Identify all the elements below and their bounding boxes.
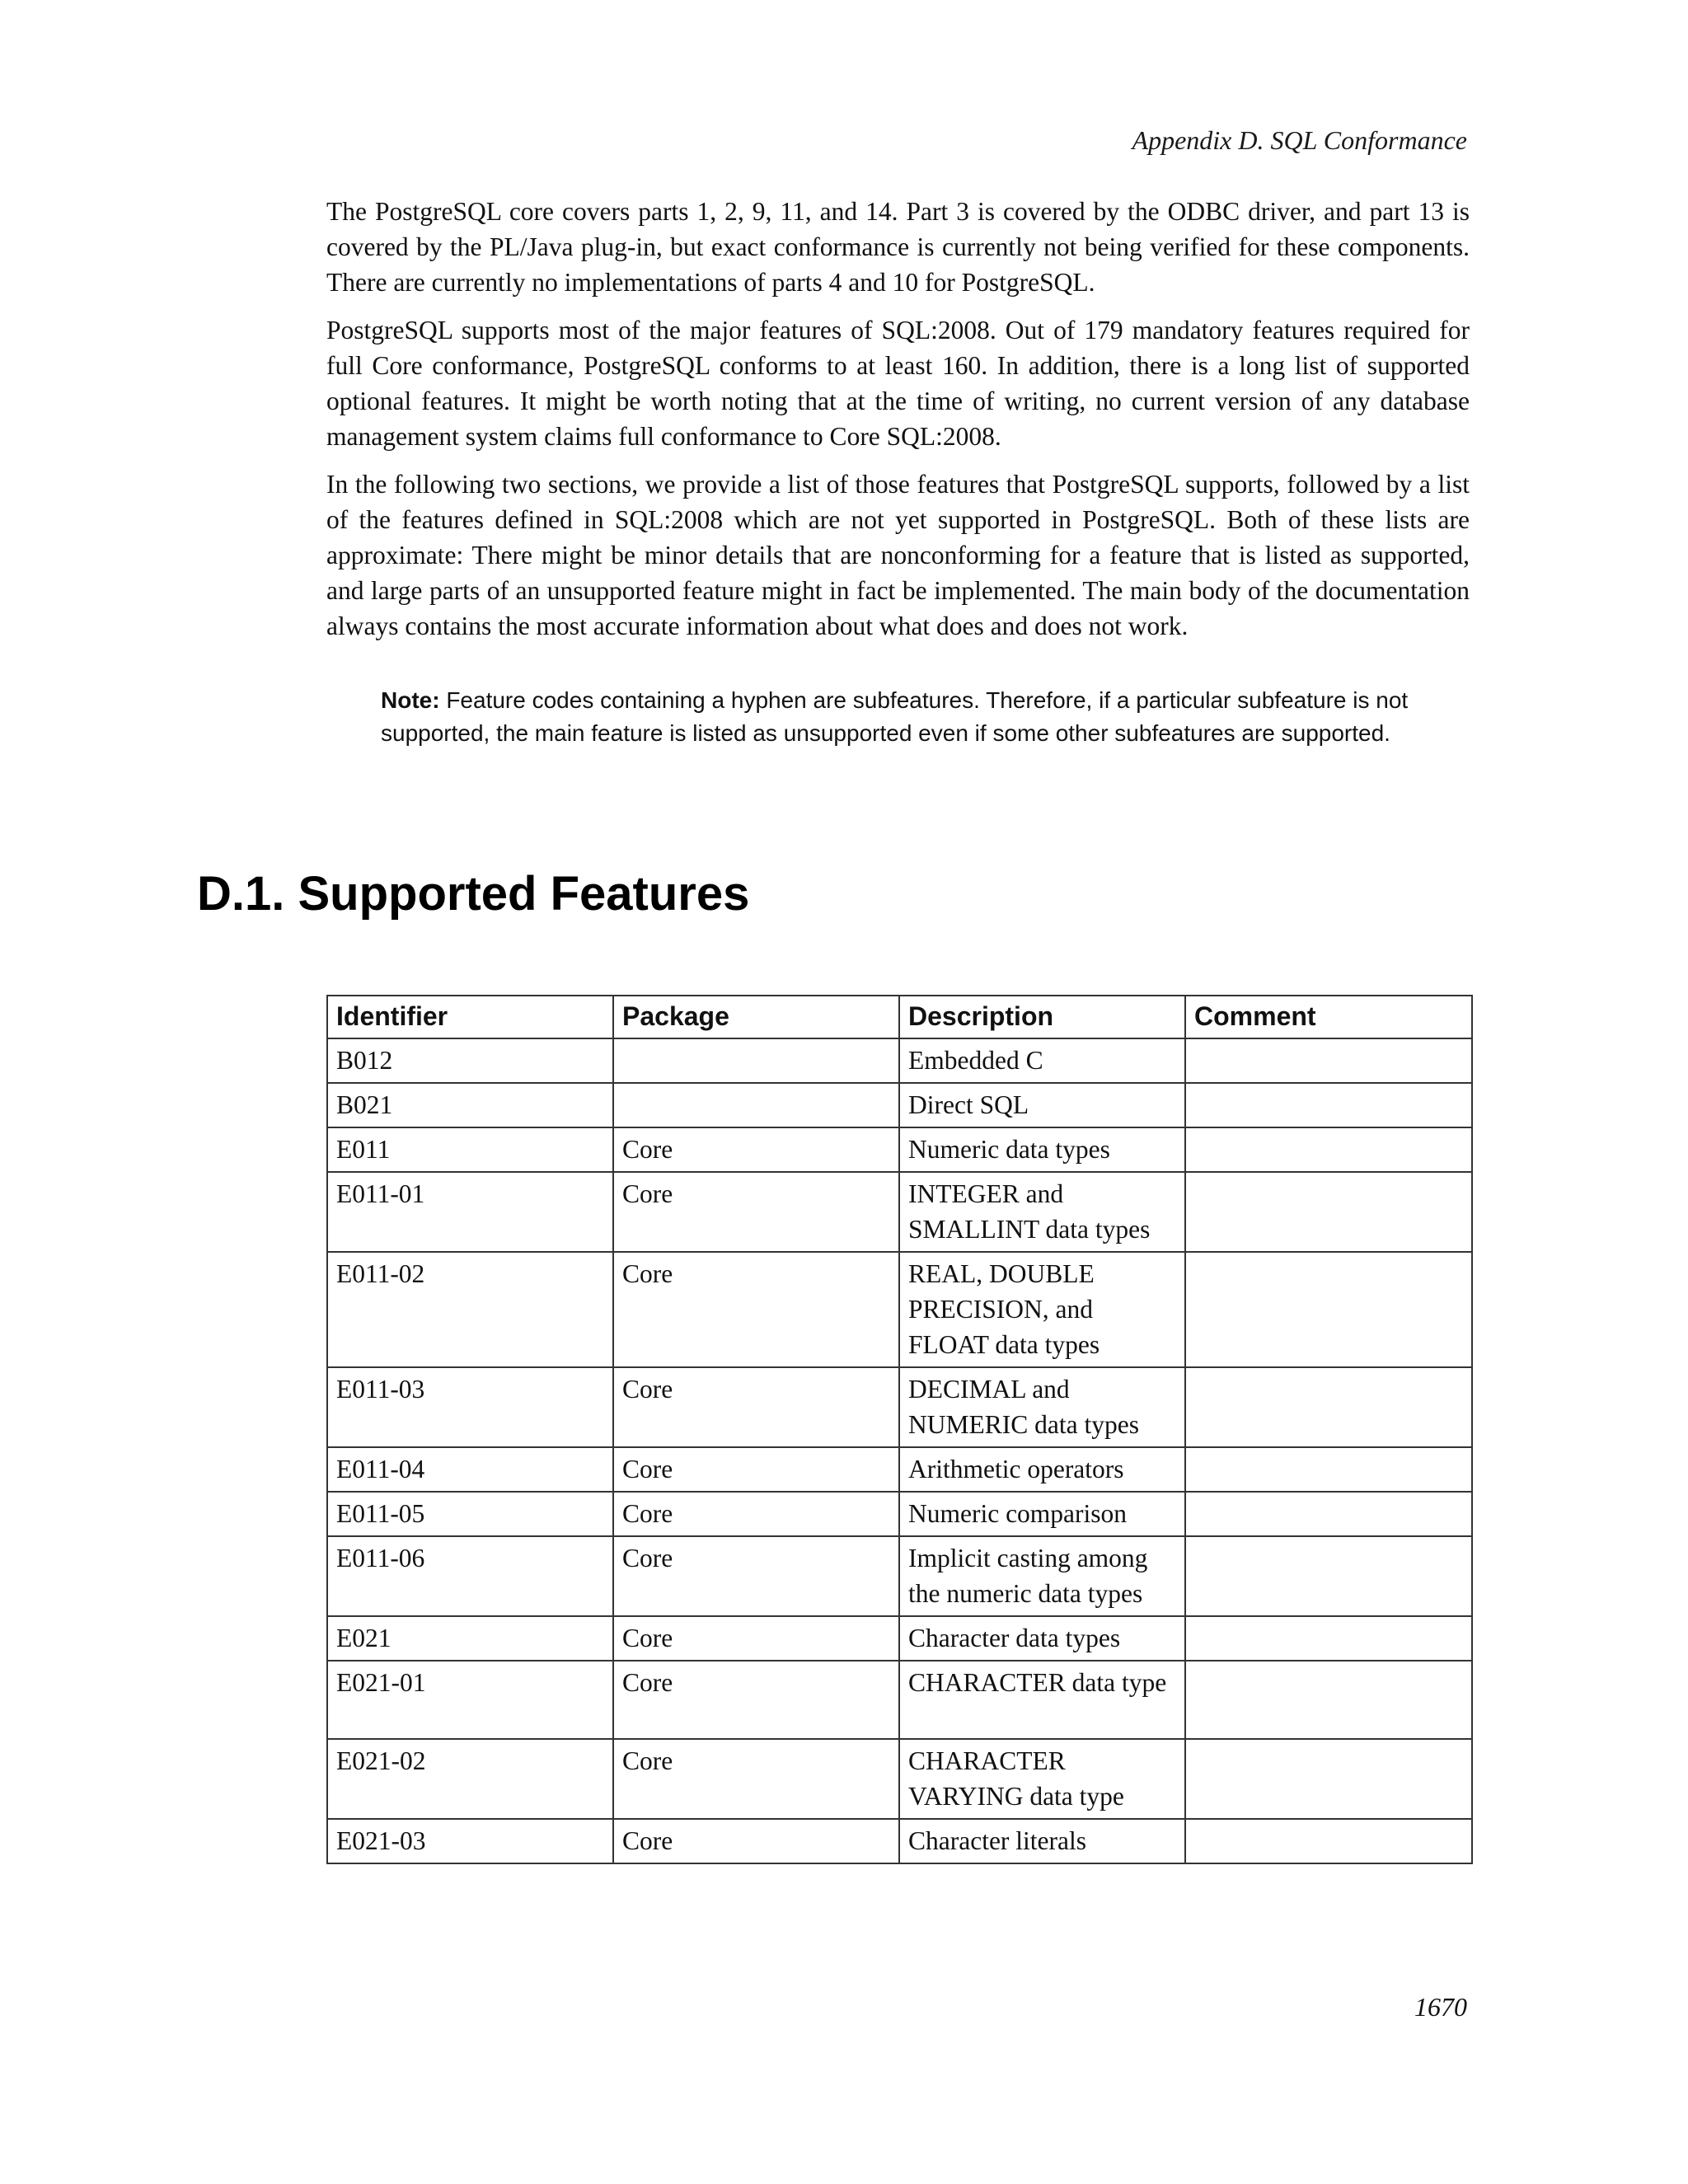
cell-identifier: E011-01	[327, 1172, 613, 1252]
cell-identifier: E011-05	[327, 1492, 613, 1536]
cell-comment	[1185, 1819, 1472, 1863]
cell-identifier: E011-02	[327, 1252, 613, 1367]
cell-comment	[1185, 1127, 1472, 1172]
cell-comment	[1185, 1447, 1472, 1492]
table-row	[327, 1083, 1472, 1127]
cell-description: REAL, DOUBLE PRECISION, and FLOAT data types	[899, 1252, 1185, 1367]
cell-identifier: B012	[327, 1038, 613, 1083]
cell-package: Core	[613, 1172, 899, 1252]
note-block	[381, 684, 1473, 750]
table-header-row	[327, 996, 1472, 1038]
table-row	[327, 1536, 1472, 1616]
cell-identifier: E021-03	[327, 1819, 613, 1863]
table-row	[327, 1038, 1472, 1083]
column-header-description: Description	[899, 996, 1185, 1038]
cell-comment	[1185, 1252, 1472, 1367]
cell-comment	[1185, 1616, 1472, 1661]
note-text: Feature codes containing a hyphen are subfeatures. Therefore, if a particular subfeature is not supported, the main feature is listed as unsupported even if some other subfeatures are supported.	[381, 687, 1409, 746]
table-row	[327, 1127, 1472, 1172]
section-title: D.1. Supported Features	[197, 867, 750, 921]
cell-identifier: E011-06	[327, 1536, 613, 1616]
cell-comment	[1185, 1038, 1472, 1083]
cell-comment	[1185, 1083, 1472, 1127]
cell-comment	[1185, 1661, 1472, 1739]
cell-description: CHARACTER data type	[899, 1661, 1185, 1739]
table-row	[327, 1252, 1472, 1367]
table-row	[327, 1172, 1472, 1252]
cell-identifier: E021	[327, 1616, 613, 1661]
table-row	[327, 1447, 1472, 1492]
table-row	[327, 1492, 1472, 1536]
paragraph: PostgreSQL supports most of the major features of SQL:2008. Out of 179 mandatory features required for full Core conformance, PostgreSQL conforms to at least 160. In addition, there is a long list of supported optional features. It might be worth noting that at the time of writing, no current version of any database management system claims full conformance to Core SQL:2008.	[326, 316, 1470, 451]
cell-description: Embedded C	[899, 1038, 1185, 1083]
cell-description: Arithmetic operators	[899, 1447, 1185, 1492]
cell-description: CHARACTER VARYING data type	[899, 1739, 1185, 1819]
body-text	[326, 194, 1470, 656]
page-number: 1670	[1414, 1992, 1467, 2022]
cell-package	[613, 1083, 899, 1127]
cell-package: Core	[613, 1447, 899, 1492]
cell-package: Core	[613, 1127, 899, 1172]
cell-package: Core	[613, 1819, 899, 1863]
table-row	[327, 1819, 1472, 1863]
cell-package: Core	[613, 1492, 899, 1536]
cell-description: Implicit casting among the numeric data types	[899, 1536, 1185, 1616]
cell-package: Core	[613, 1661, 899, 1739]
cell-description: Character literals	[899, 1819, 1185, 1863]
cell-package: Core	[613, 1536, 899, 1616]
column-header-identifier: Identifier	[327, 996, 613, 1038]
cell-identifier: E021-01	[327, 1661, 613, 1739]
cell-package: Core	[613, 1739, 899, 1819]
cell-comment	[1185, 1492, 1472, 1536]
table-row	[327, 1661, 1472, 1739]
cell-identifier: E021-02	[327, 1739, 613, 1819]
running-header: Appendix D. SQL Conformance	[1132, 125, 1467, 155]
cell-package	[613, 1038, 899, 1083]
cell-description: INTEGER and SMALLINT data types	[899, 1172, 1185, 1252]
table-row	[327, 1616, 1472, 1661]
supported-features-table	[326, 995, 1473, 1864]
cell-description: Direct SQL	[899, 1083, 1185, 1127]
paragraph: The PostgreSQL core covers parts 1, 2, 9, 11, and 14. Part 3 is covered by the ODBC driver, and part 13 is covered by the PL/Java plug-in, but exact conformance is currently not being verified for these components. There are currently no implementations of parts 4 and 10 for PostgreSQL.	[326, 197, 1470, 297]
paragraph: In the following two sections, we provide a list of those features that PostgreSQL supports, followed by a list of the features defined in SQL:2008 which are not yet supported in PostgreSQL. Both of these lists are approximate: There might be minor details that are nonconforming for a feature that is listed as supported, and large parts of an unsupported feature might in fact be implemented. The main body of the documentation always contains the most accurate information about what does and does not work.	[326, 470, 1470, 640]
cell-description: Numeric comparison	[899, 1492, 1185, 1536]
column-header-comment: Comment	[1185, 996, 1472, 1038]
cell-description: Character data types	[899, 1616, 1185, 1661]
cell-comment	[1185, 1172, 1472, 1252]
table-row	[327, 1739, 1472, 1819]
note-label: Note:	[381, 687, 440, 713]
cell-package: Core	[613, 1252, 899, 1367]
table-row	[327, 1367, 1472, 1447]
cell-comment	[1185, 1739, 1472, 1819]
column-header-package: Package	[613, 996, 899, 1038]
cell-description: DECIMAL and NUMERIC data types	[899, 1367, 1185, 1447]
cell-description: Numeric data types	[899, 1127, 1185, 1172]
cell-package: Core	[613, 1367, 899, 1447]
cell-identifier: E011	[327, 1127, 613, 1172]
cell-comment	[1185, 1536, 1472, 1616]
cell-identifier: E011-03	[327, 1367, 613, 1447]
cell-package: Core	[613, 1616, 899, 1661]
cell-identifier: B021	[327, 1083, 613, 1127]
cell-identifier: E011-04	[327, 1447, 613, 1492]
cell-comment	[1185, 1367, 1472, 1447]
